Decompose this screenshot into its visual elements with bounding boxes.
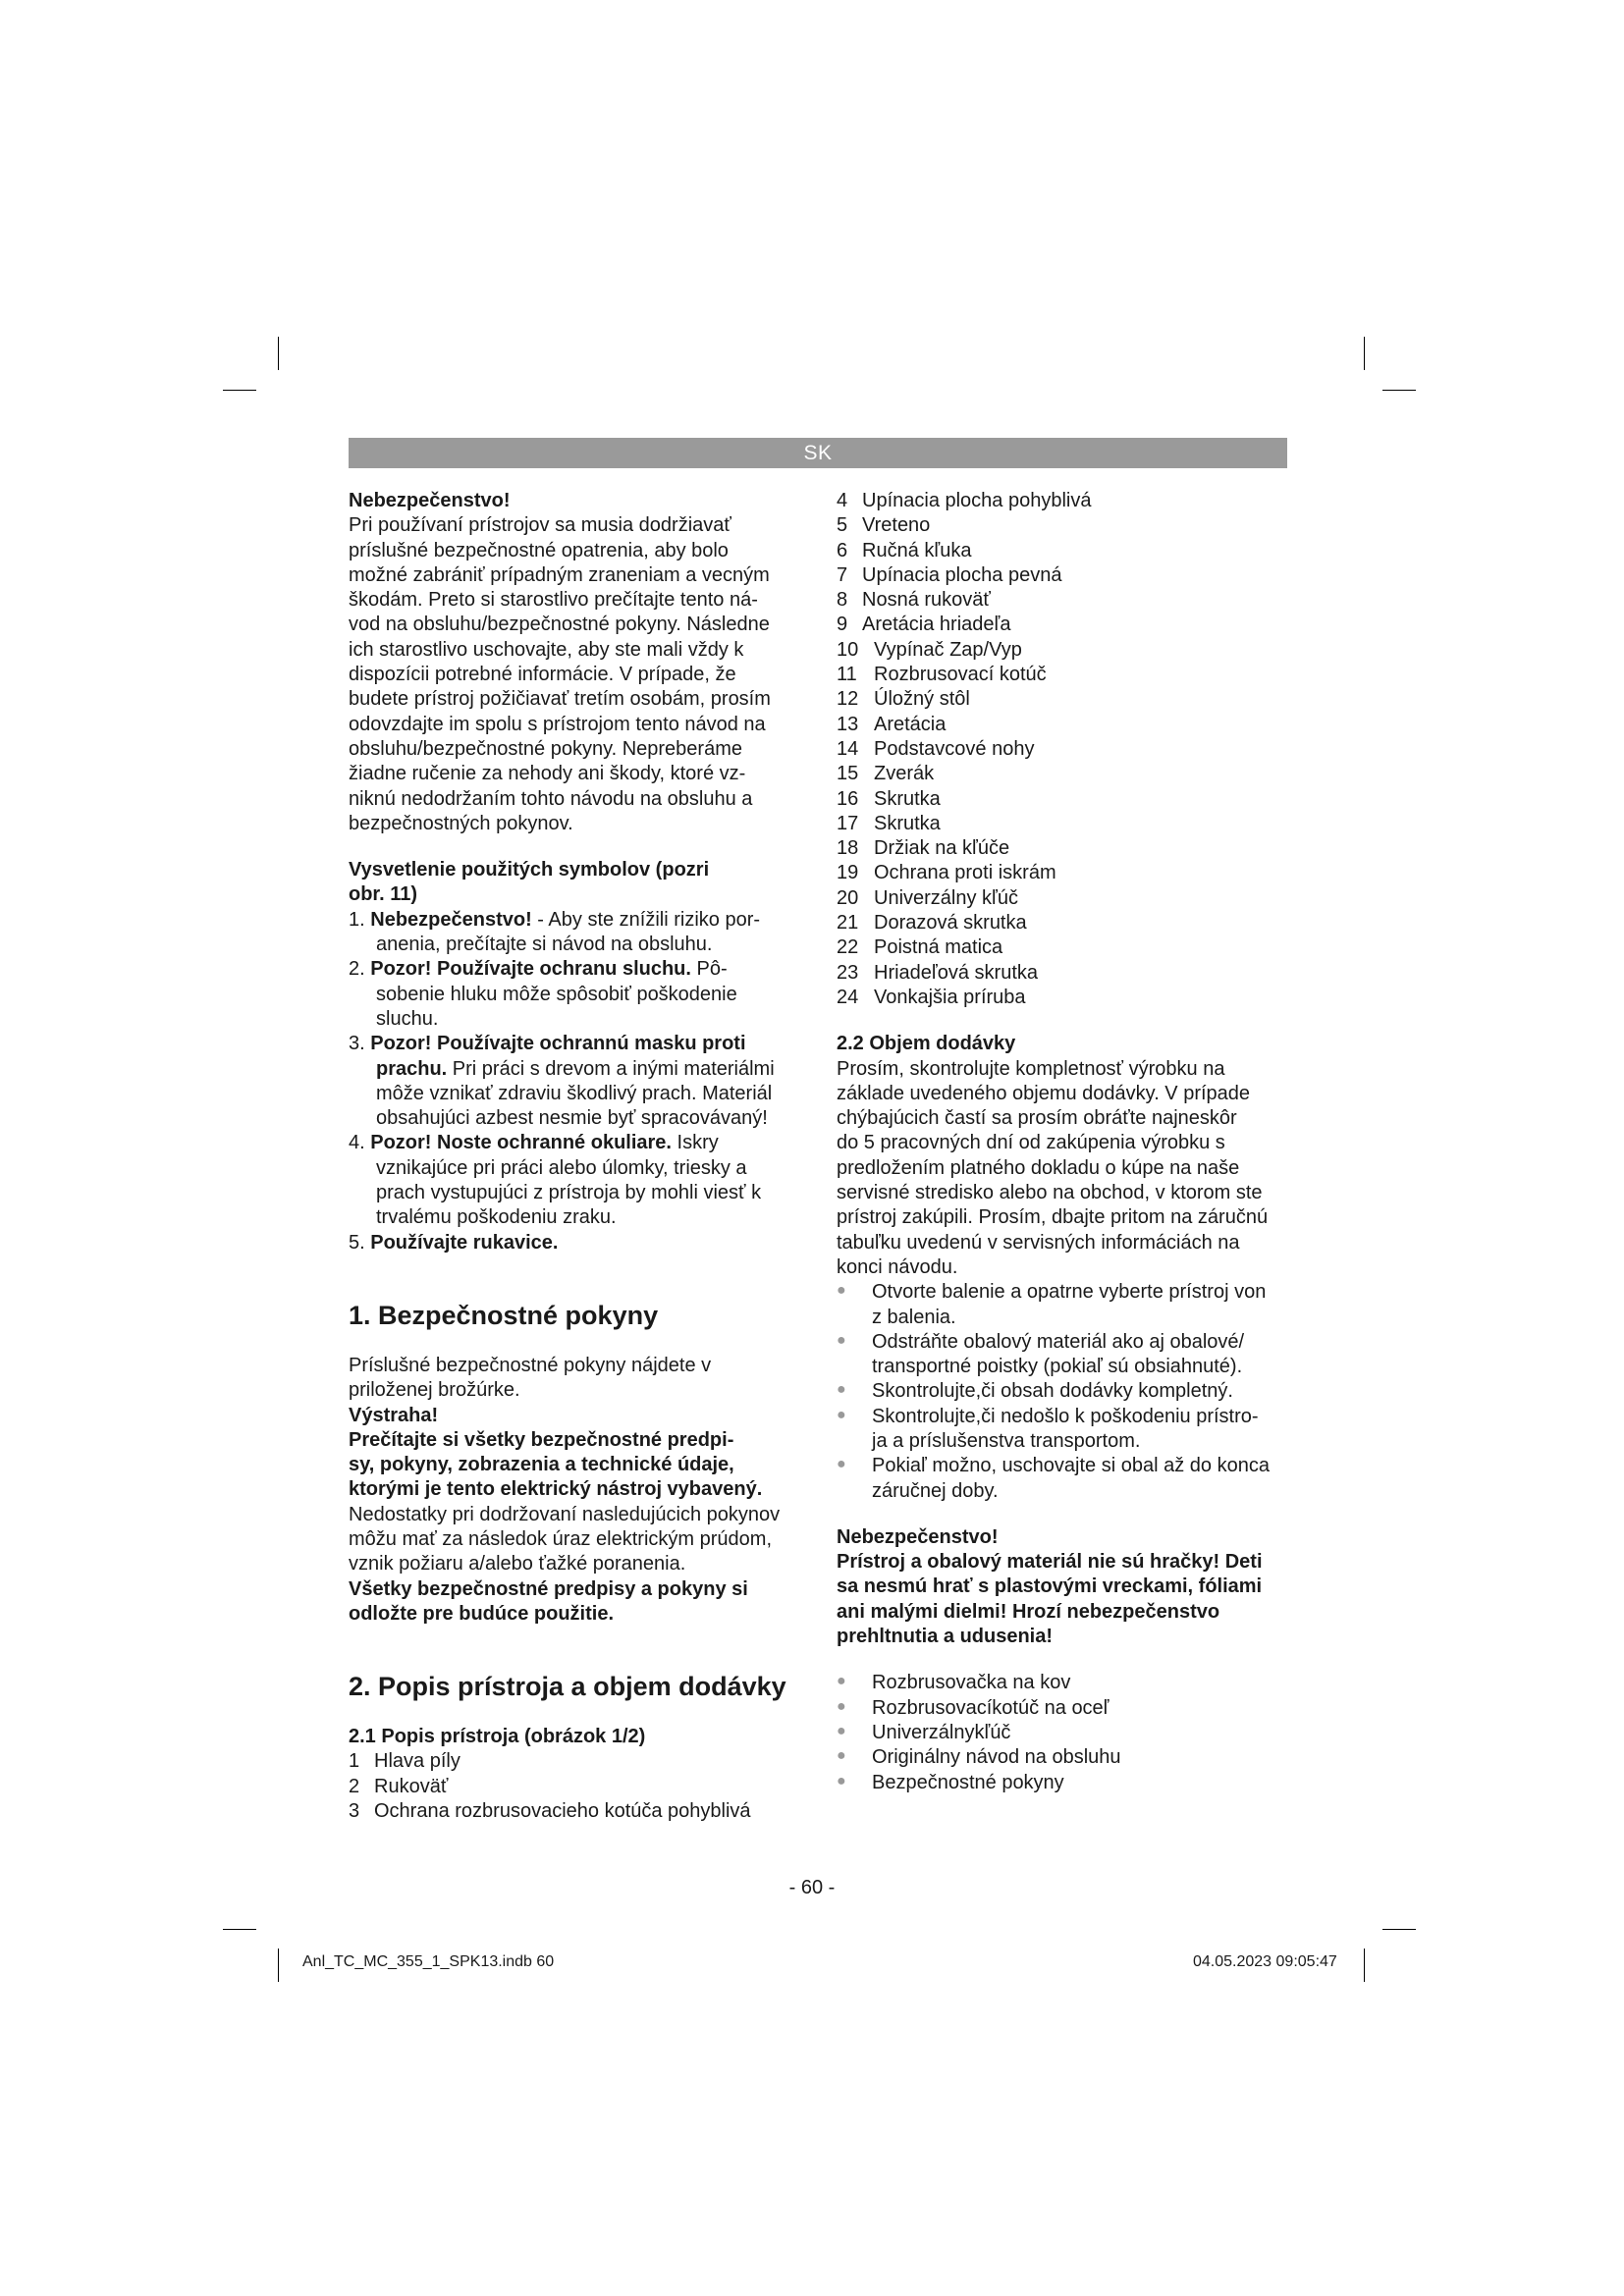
list-item: ● Skontrolujte,či obsah dodávky kompletný.	[837, 1379, 1290, 1404]
text-line: Pri používaní prístrojov sa musia dodržiavať	[349, 514, 731, 537]
text-line: žiadne ručenie za nehody ani škody, ktoré vz-	[349, 763, 746, 785]
danger-title: Nebezpečenstvo!	[837, 1525, 999, 1548]
danger-bold-line: ani malými dielmi! Hrozí nebezpečenstvo	[837, 1600, 1220, 1623]
list-item: ● Otvorte balenie a opatrne vyberte prístroj von z balenia.	[837, 1280, 1290, 1330]
list-item: 1 Hlava píly	[349, 1750, 460, 1773]
list-item: 13 Aretácia	[837, 713, 947, 735]
danger-paragraph	[349, 513, 790, 836]
symbol-item	[349, 957, 790, 1032]
warning-bold-line: Prečítajte si všetky bezpečnostné predpi-	[349, 1428, 734, 1451]
symbol-item	[349, 1131, 790, 1230]
warning-keep-line: odložte pre budúce použitie.	[349, 1602, 614, 1625]
datetime-slug: 04.05.2023 09:05:47	[1193, 1953, 1337, 1970]
list-item: 21 Dorazová skrutka	[837, 912, 1027, 934]
item-text: sobenie hluku môže spôsobiť poškodenie	[376, 983, 737, 1005]
left-column	[349, 489, 790, 1824]
warning-title: Výstraha!	[349, 1404, 439, 1426]
text-line: vod na obsluhu/bezpečnostné pokyny. Následne	[349, 614, 770, 636]
list-item: 8 Nosná rukoväť	[837, 589, 991, 612]
text-line: bezpečnostných pokynov.	[349, 812, 573, 834]
warning-bold-line: ktorými je tento elektrický nástroj vybavený.	[349, 1478, 763, 1501]
file-slug: Anl_TC_MC_355_1_SPK13.indb 60	[302, 1953, 555, 1970]
list-item: ● Bezpečnostné pokyny	[837, 1771, 1290, 1795]
item-text: - Aby ste znížili riziko por-	[531, 908, 761, 931]
list-item: 14 Podstavcové nohy	[837, 737, 1035, 760]
list-item: 11 Rozbrusovací kotúč	[837, 664, 1047, 686]
item-text: anenia, prečítajte si návod na obsluhu.	[376, 934, 713, 956]
text-line: dispozícii potrebné informácie. V prípade, že	[349, 664, 736, 686]
text-line: budete prístroj požičiavať tretím osobám, prosím	[349, 688, 771, 711]
crop-mark	[1382, 1929, 1416, 1930]
crop-mark	[278, 1949, 279, 1982]
crop-mark	[223, 1929, 256, 1930]
text-line: príslušné bezpečnostné opatrenia, aby bolo	[349, 539, 729, 561]
steps-list	[837, 1280, 1290, 1504]
crop-mark	[1364, 337, 1365, 370]
item-number: 3.	[349, 1033, 365, 1055]
text-line: predložením platného dokladu o kúpe na naše	[837, 1156, 1240, 1179]
item-number: 4.	[349, 1132, 365, 1154]
page-number: - 60 -	[788, 1877, 836, 1898]
symbol-item	[349, 1231, 790, 1255]
list-item: ● Pokiaľ možno, uschovajte si obal až do konca záručnej doby.	[837, 1454, 1290, 1504]
delivery-contents-list	[837, 1671, 1290, 1794]
list-item: 9 Aretácia hriadeľa	[837, 614, 1011, 636]
item-bold: prachu.	[376, 1057, 448, 1080]
item-bold: Pozor! Noste ochranné okuliare.	[370, 1132, 672, 1154]
text-line: servisné stredisko alebo na obchod, v ktorom ste	[837, 1182, 1263, 1204]
list-item: 19 Ochrana proti iskrám	[837, 862, 1056, 884]
text-line: prístroj zakúpili. Prosím, dbajte pritom na záručnú	[837, 1206, 1269, 1229]
section-2-1-heading: 2.1 Popis prístroja (obrázok 1/2)	[349, 1726, 646, 1748]
list-item: ● Rozbrusovačka na kov	[837, 1671, 1290, 1695]
item-bold: Pozor! Používajte ochranu sluchu.	[370, 958, 691, 981]
list-item: 3 Ochrana rozbrusovacieho kotúča pohyblivá	[349, 1800, 751, 1823]
list-item: 7 Upínacia plocha pevná	[837, 563, 1062, 586]
list-item: ● Originálny návod na obsluhu	[837, 1745, 1290, 1770]
text-line: Prosím, skontrolujte kompletnosť výrobku na	[837, 1057, 1225, 1080]
crop-mark	[1364, 1949, 1365, 1982]
list-item: 20 Univerzálny kľúč	[837, 886, 1018, 909]
danger-title: Nebezpečenstvo!	[349, 490, 511, 511]
list-item: 17 Skrutka	[837, 812, 941, 834]
item-number: 2.	[349, 958, 365, 981]
text-line: do 5 pracovných dní od zakúpenia výrobku s	[837, 1132, 1225, 1154]
text-line: škodám. Preto si starostlivo prečítajte tento ná-	[349, 589, 758, 612]
language-bar: SK	[349, 438, 1287, 468]
text-line: možné zabrániť prípadným zraneniam a vecným	[349, 563, 770, 586]
section-2-heading: 2. Popis prístroja a objem dodávky	[349, 1672, 786, 1702]
item-text: môže vznikať zdraviu škodlivý prach. Materiál	[376, 1082, 773, 1104]
item-text: obsahujúci azbest nesmie byť spracovávaný!	[376, 1107, 768, 1130]
item-text: Iskry	[671, 1132, 719, 1154]
warning-bold-line: sy, pokyny, zobrazenia a technické údaje,	[349, 1454, 734, 1476]
item-text: prach vystupujúci z prístroja by mohli viesť k	[376, 1182, 762, 1204]
list-item: 12 Úložný stôl	[837, 688, 970, 711]
item-text: sluchu.	[376, 1007, 439, 1030]
item-text: Pô-	[690, 958, 728, 981]
list-item: 23 Hriadeľová skrutka	[837, 961, 1039, 984]
text-line: priloženej brožúrke.	[349, 1379, 520, 1402]
bullet-icon: ●	[837, 1406, 846, 1423]
text-line: vznik požiaru a/alebo ťažké poranenia.	[349, 1553, 686, 1575]
bullet-icon: ●	[837, 1772, 846, 1789]
list-item: 5 Vreteno	[837, 514, 931, 537]
list-item: ● Odstráňte obalový materiál ako aj obalové/ transportné poistky (pokiaľ sú obsiahnuté).	[837, 1330, 1290, 1380]
list-item: 10 Vypínač Zap/Vyp	[837, 638, 1022, 661]
right-column	[837, 489, 1290, 1795]
text-line: Nedostatky pri dodržovaní nasledujúcich pokynov	[349, 1503, 781, 1525]
crop-mark	[278, 337, 279, 370]
danger-bold-line: sa nesmú hrať s plastovými vreckami, fóliami	[837, 1575, 1263, 1598]
text-line: konci návodu.	[837, 1255, 958, 1278]
list-item: 6 Ručná kľuka	[837, 539, 972, 561]
list-item: ● Univerzálnykľúč	[837, 1721, 1290, 1745]
item-text: trvalému poškodeniu zraku.	[376, 1206, 617, 1229]
text-line: Príslušné bezpečnostné pokyny nájdete v	[349, 1354, 712, 1376]
item-text: vznikajúce pri práci alebo úlomky, triesky a	[376, 1156, 747, 1179]
crop-mark	[1382, 390, 1416, 391]
text-line: základe uvedeného objemu dodávky. V prípade	[837, 1082, 1251, 1104]
list-item: 4 Upínacia plocha pohyblivá	[837, 490, 1092, 511]
warning-keep-line: Všetky bezpečnostné predpisy a pokyny si	[349, 1577, 748, 1600]
bullet-icon: ●	[837, 1747, 846, 1765]
section-2-2-heading: 2.2 Objem dodávky	[837, 1033, 1016, 1055]
list-item: 18 Držiak na kľúče	[837, 837, 1010, 860]
bullet-icon: ●	[837, 1381, 846, 1399]
text-line: tabuľku uvedenú v servisných informáciách na	[837, 1231, 1240, 1254]
symbol-item	[349, 1032, 790, 1131]
danger-bold-line: Prístroj a obalový materiál nie sú hračky! Deti	[837, 1551, 1263, 1574]
crop-mark	[223, 390, 256, 391]
list-item: 24 Vonkajšia príruba	[837, 986, 1026, 1008]
parts-list	[349, 1749, 790, 1824]
bullet-icon: ●	[837, 1673, 846, 1690]
text-line: odovzdajte im spolu s prístrojom tento návod na	[349, 713, 766, 735]
text-line: môžu mať za následok úraz elektrickým prúdom,	[349, 1527, 772, 1550]
bullet-icon: ●	[837, 1722, 846, 1739]
item-bold: Nebezpečenstvo!	[370, 908, 532, 931]
item-bold: Pozor! Používajte ochrannú masku proti	[370, 1033, 746, 1055]
list-item: 16 Skrutka	[837, 787, 941, 810]
bullet-icon: ●	[837, 1456, 846, 1473]
list-item: 15 Zverák	[837, 763, 935, 785]
list-item: ● Rozbrusovacíkotúč na oceľ	[837, 1696, 1290, 1721]
item-text: Pri práci s drevom a inými materiálmi	[447, 1057, 775, 1080]
item-number: 5.	[349, 1231, 365, 1254]
section-1-heading: 1. Bezpečnostné pokyny	[349, 1300, 659, 1330]
danger-bold-line: prehltnutia a udusenia!	[837, 1626, 1054, 1648]
delivery-paragraph	[837, 1057, 1290, 1281]
symbols-title: Vysvetlenie použitých symbolov (pozri	[349, 859, 710, 881]
bullet-icon: ●	[837, 1331, 846, 1349]
parts-list-continued	[837, 489, 1290, 1010]
symbols-list	[349, 908, 790, 1255]
item-number: 1.	[349, 908, 365, 931]
text-line: chýbajúcich častí sa prosím obráťte najneskôr	[837, 1107, 1237, 1130]
symbol-item	[349, 908, 790, 958]
bullet-icon: ●	[837, 1282, 846, 1300]
item-bold: Používajte rukavice.	[370, 1231, 559, 1254]
list-item: 2 Rukoväť	[349, 1775, 449, 1797]
symbols-title: obr. 11)	[349, 883, 418, 906]
text-line: ich starostlivo uschovajte, aby ste mali vždy k	[349, 638, 744, 661]
list-item: 22 Poistná matica	[837, 936, 1003, 959]
text-line: obsluhu/bezpečnostné pokyny. Nepreberáme	[349, 737, 742, 760]
bullet-icon: ●	[837, 1697, 846, 1715]
list-item: ● Skontrolujte,či nedošlo k poškodeniu prístro- ja a príslušenstva transportom.	[837, 1405, 1290, 1455]
text-line: niknú nedodržaním tohto návodu na obsluhu a	[349, 787, 753, 810]
